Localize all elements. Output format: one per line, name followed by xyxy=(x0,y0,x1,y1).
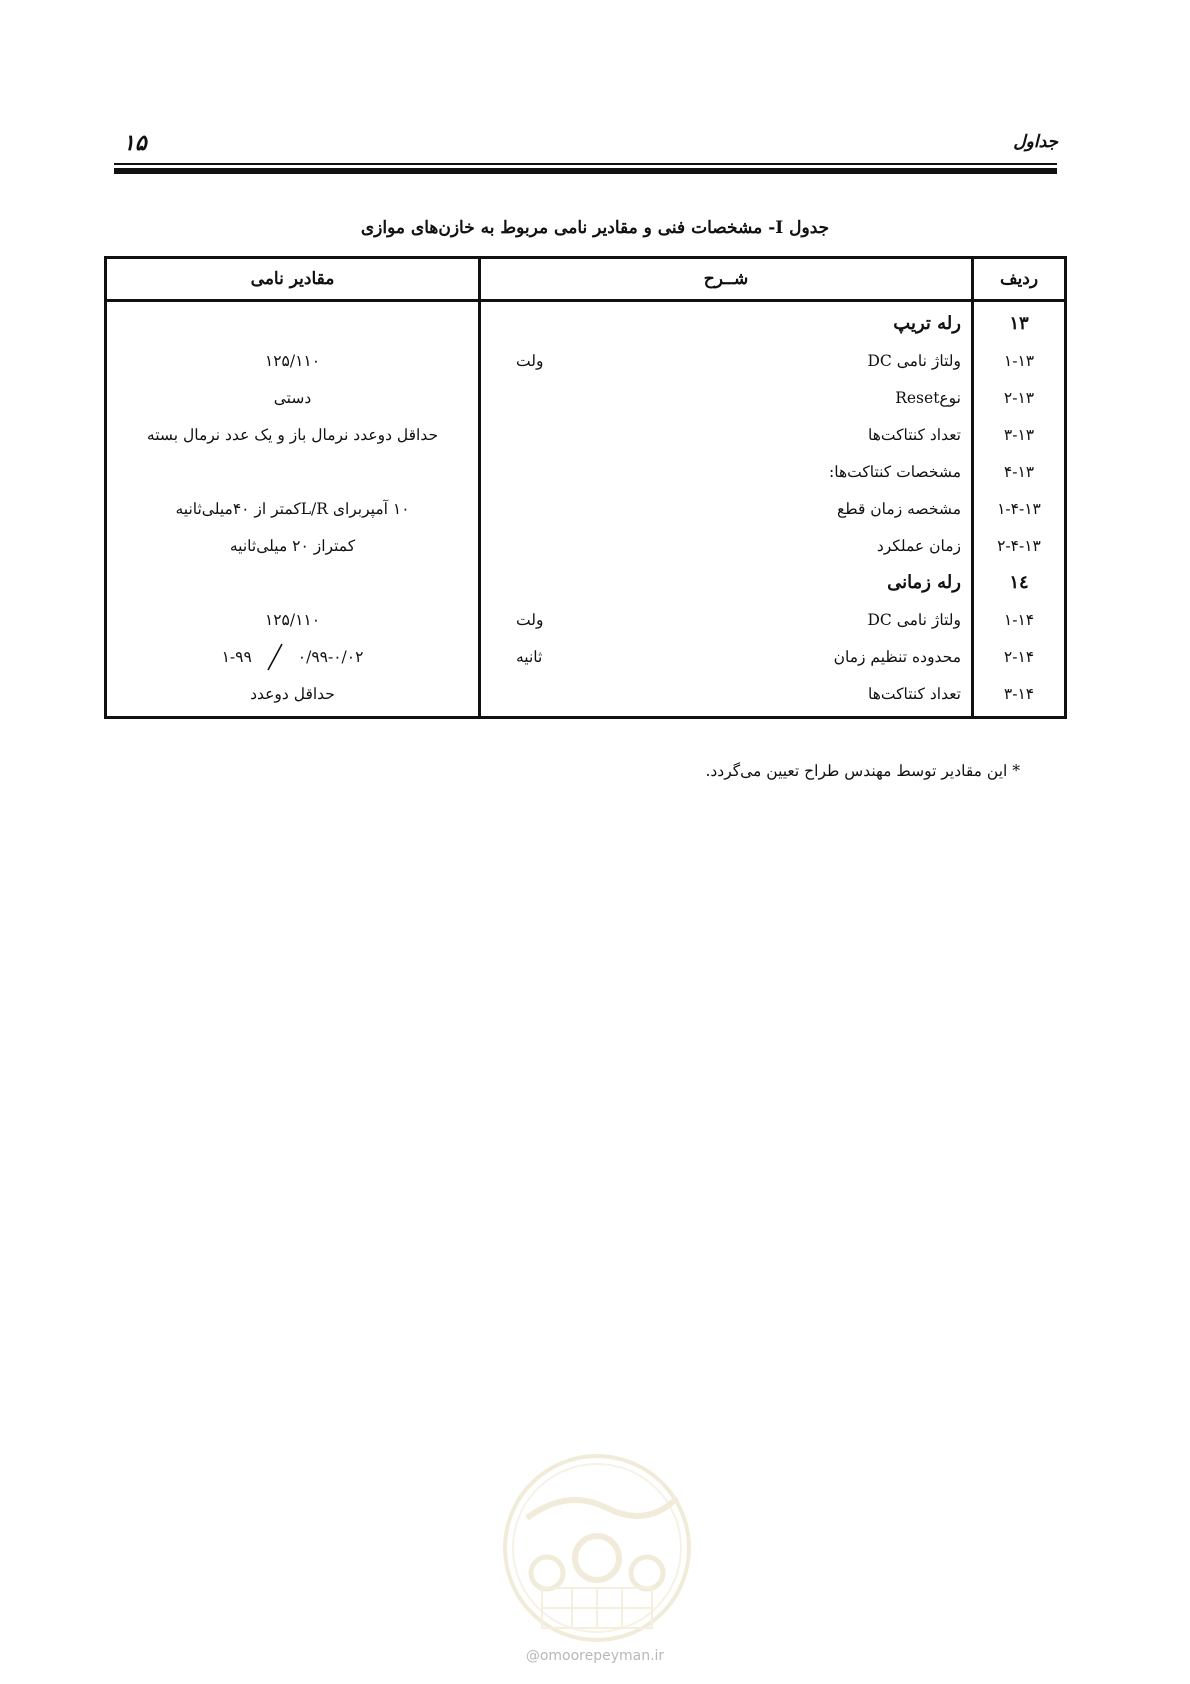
row-number: ۳-۱۳ xyxy=(973,416,1066,453)
watermark-text: @omoorepeyman.ir xyxy=(525,1648,665,1664)
row-description: تعداد کنتاکت‌ها xyxy=(867,684,961,703)
row-unit: ولت xyxy=(516,610,544,629)
table-row xyxy=(106,301,1066,343)
row-description: ولتاژ نامی DC xyxy=(867,351,961,370)
row-value-a: ۰/۹۹-۰/۰۲ xyxy=(297,647,364,666)
row-description: ولتاژ نامی DC xyxy=(867,610,961,629)
table-row xyxy=(106,342,1066,379)
section-title: جداول xyxy=(1013,132,1058,152)
row-unit: ثانیه xyxy=(516,647,543,666)
row-description: مشخصات کنتاکت‌ها: xyxy=(829,462,961,481)
watermark-logo-icon xyxy=(487,1448,707,1648)
row-value: کمتراز ۲۰ میلی‌ثانیه xyxy=(106,527,480,564)
row-value: ۱۲۵/۱۱۰ xyxy=(106,601,480,638)
row-number: ۱-۱۴ xyxy=(973,601,1066,638)
row-number: ۲-۱۴ xyxy=(973,638,1066,675)
table-row xyxy=(106,564,1066,601)
spec-table xyxy=(104,256,1067,719)
table-caption: جدول I- مشخصات فنی و مقادیر نامی مربوط به خازن‌های موازی xyxy=(360,218,830,238)
page-number: ۱۵ xyxy=(123,130,147,156)
table-row xyxy=(106,638,1066,675)
row-number: ۱۳ xyxy=(973,301,1066,343)
table-row xyxy=(106,675,1066,718)
table-row xyxy=(106,527,1066,564)
col-header-value: مقادیر نامی xyxy=(106,258,480,301)
row-value: دستی xyxy=(106,379,480,416)
row-value-range xyxy=(222,642,364,672)
row-number: ۲-۴-۱۳ xyxy=(973,527,1066,564)
row-value: ۱۰ آمپربرای L/Rکمتر از ۴۰میلی‌ثانیه xyxy=(106,490,480,527)
table-row xyxy=(106,379,1066,416)
row-value xyxy=(106,564,480,601)
header-rule-thick xyxy=(114,168,1057,174)
row-unit: ولت xyxy=(516,351,544,370)
header-rule-thin xyxy=(114,163,1057,165)
footnote: * این مقادیر توسط مهندس طراح تعیین می‌گردد. xyxy=(705,762,1020,780)
row-description: رله زمانی xyxy=(887,572,961,593)
row-number: ۱٤ xyxy=(973,564,1066,601)
row-description: نوعReset xyxy=(895,388,961,407)
row-number: ۳-۱۴ xyxy=(973,675,1066,718)
row-number: ۱-۴-۱۳ xyxy=(973,490,1066,527)
table-row xyxy=(106,490,1066,527)
slash-divider-icon xyxy=(266,642,284,672)
table-row xyxy=(106,453,1066,490)
table-row xyxy=(106,601,1066,638)
table-header-row xyxy=(106,258,1066,301)
row-value xyxy=(106,453,480,490)
row-description: زمان عملکرد xyxy=(876,536,961,555)
row-value-b: ۱-۹۹ xyxy=(221,647,252,666)
row-value xyxy=(106,301,480,343)
row-value: ۱۲۵/۱۱۰ xyxy=(106,342,480,379)
row-description: مشخصه زمان قطع xyxy=(836,499,961,518)
row-description: تعداد کنتاکت‌ها xyxy=(867,425,961,444)
row-description: رله تریپ xyxy=(893,313,961,334)
col-header-row: ردیف xyxy=(973,258,1066,301)
row-value: حداقل دوعدد نرمال باز و یک عدد نرمال بسته xyxy=(106,416,480,453)
table-row xyxy=(106,416,1066,453)
row-number: ۴-۱۳ xyxy=(973,453,1066,490)
row-value: حداقل دوعدد xyxy=(106,675,480,718)
col-header-desc: شــرح xyxy=(480,258,973,301)
row-description: محدوده تنظیم زمان xyxy=(833,647,961,666)
row-number: ۱-۱۳ xyxy=(973,342,1066,379)
row-number: ۲-۱۳ xyxy=(973,379,1066,416)
